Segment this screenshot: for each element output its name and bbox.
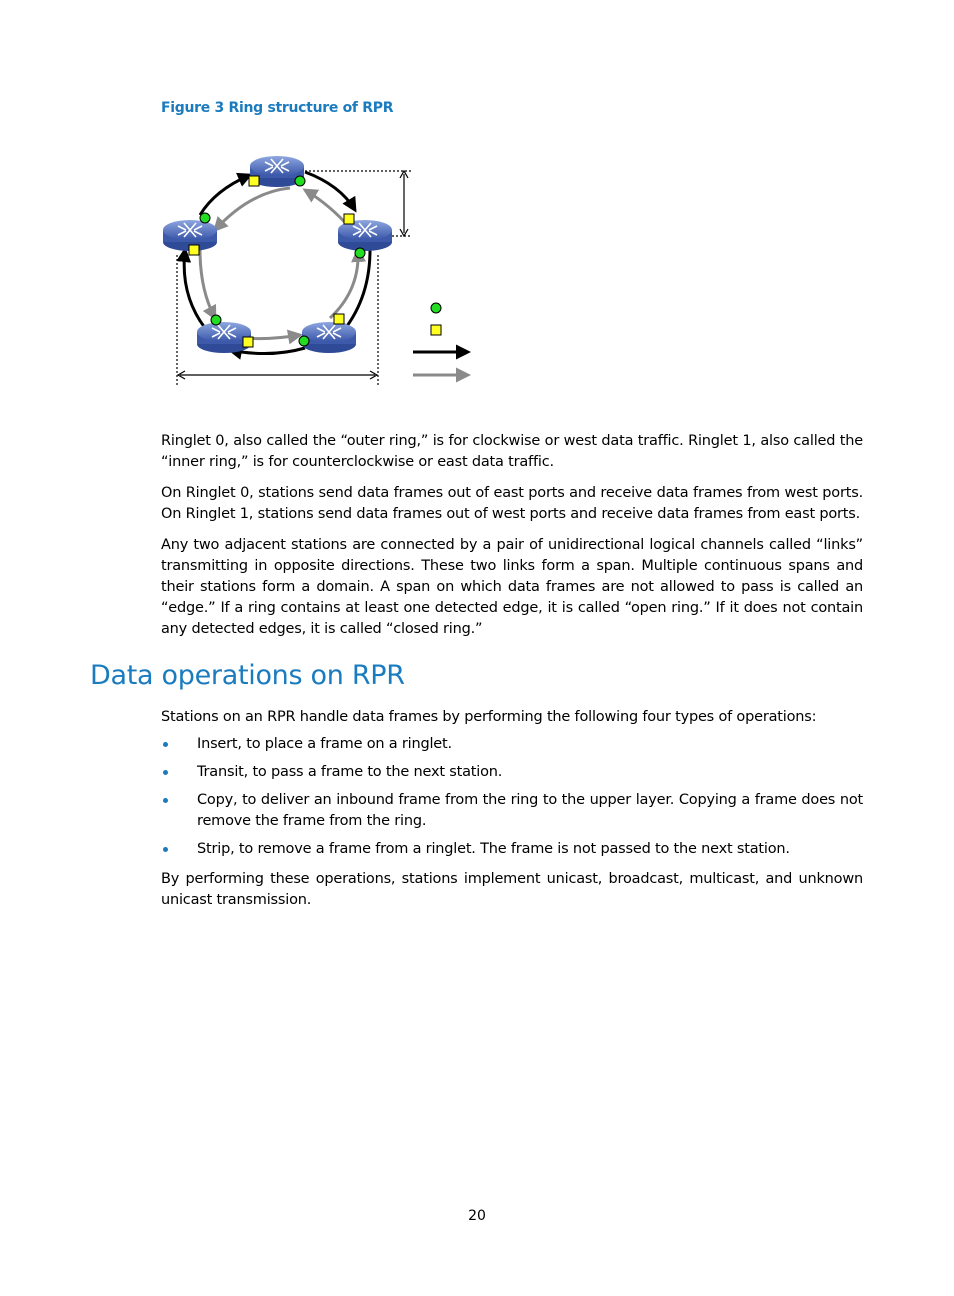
east-port-icon [344, 214, 354, 224]
paragraph-ringlets: Ringlet 0, also called the “outer ring,” is for clockwise or west data traffic. Ringlet 1, also called the “inner ring,” is for counterclockwise or east data traffic. [161, 433, 863, 470]
ringlet1-arc [215, 188, 290, 230]
legend-west-port-icon [431, 303, 441, 313]
ringlet0-arc [305, 172, 355, 210]
list-item: Transit, to pass a frame to the next station. [161, 762, 863, 783]
router-icon [302, 322, 356, 353]
east-port-icon [243, 337, 253, 347]
list-item: Strip, to remove a frame from a ringlet. The frame is not passed to the next station. [161, 839, 863, 860]
west-port-icon [355, 248, 365, 258]
ringlet0-arc [200, 175, 250, 215]
ringlet0-arc [184, 250, 205, 328]
dimension-lines [177, 171, 412, 386]
bullet-icon [163, 770, 168, 775]
legend [413, 303, 468, 375]
bullet-icon [163, 798, 168, 803]
bullet-icon [163, 847, 168, 852]
bullet-icon [163, 742, 168, 747]
router-icon [338, 220, 392, 251]
east-port-icon [334, 314, 344, 324]
west-port-icon [299, 336, 309, 346]
west-port-icon [211, 315, 221, 325]
page-number: 20 [468, 1208, 486, 1224]
paragraph-ports: On Ringlet 0, stations send data frames out of east ports and receive data frames from west ports. On Ringlet 1, stations send data frames out of west ports and receive data frames from east ports. [161, 485, 863, 522]
operations-list [161, 734, 863, 867]
section-closing: By performing these operations, stations implement unicast, broadcast, multicast, and unknown unicast transmission. [161, 871, 863, 908]
ringlet1-arc [330, 250, 358, 318]
paragraph-links: Any two adjacent stations are connected by a pair of unidirectional logical channels called “links” transmitting in opposite directions. These two links form a span. Multiple continuous spans and their stations form a domain. A span on which data frames are not allowed to pass is called an “edge.” If a ring contains at least one detected edge, it is called “open ring.” If it does not contain any detected edges, it is called “closed ring.” [161, 537, 863, 637]
list-item: Insert, to place a frame on a ringlet. [161, 734, 863, 755]
section-heading: Data operations on RPR [90, 660, 405, 691]
list-item: Copy, to deliver an inbound frame from the ring to the upper layer. Copying a frame does not remove the frame from the ring. [161, 790, 863, 832]
west-port-icon [200, 213, 210, 223]
east-port-icon [249, 176, 259, 186]
figure-caption: Figure 3 Ring structure of RPR [161, 100, 394, 116]
east-port-icon [189, 245, 199, 255]
legend-east-port-icon [431, 325, 441, 335]
section-intro: Stations on an RPR handle data frames by performing the following four types of operations: [161, 709, 817, 725]
west-port-icon [295, 176, 305, 186]
rpr-ring-diagram [150, 140, 480, 390]
ringlet1-arc [200, 250, 215, 318]
